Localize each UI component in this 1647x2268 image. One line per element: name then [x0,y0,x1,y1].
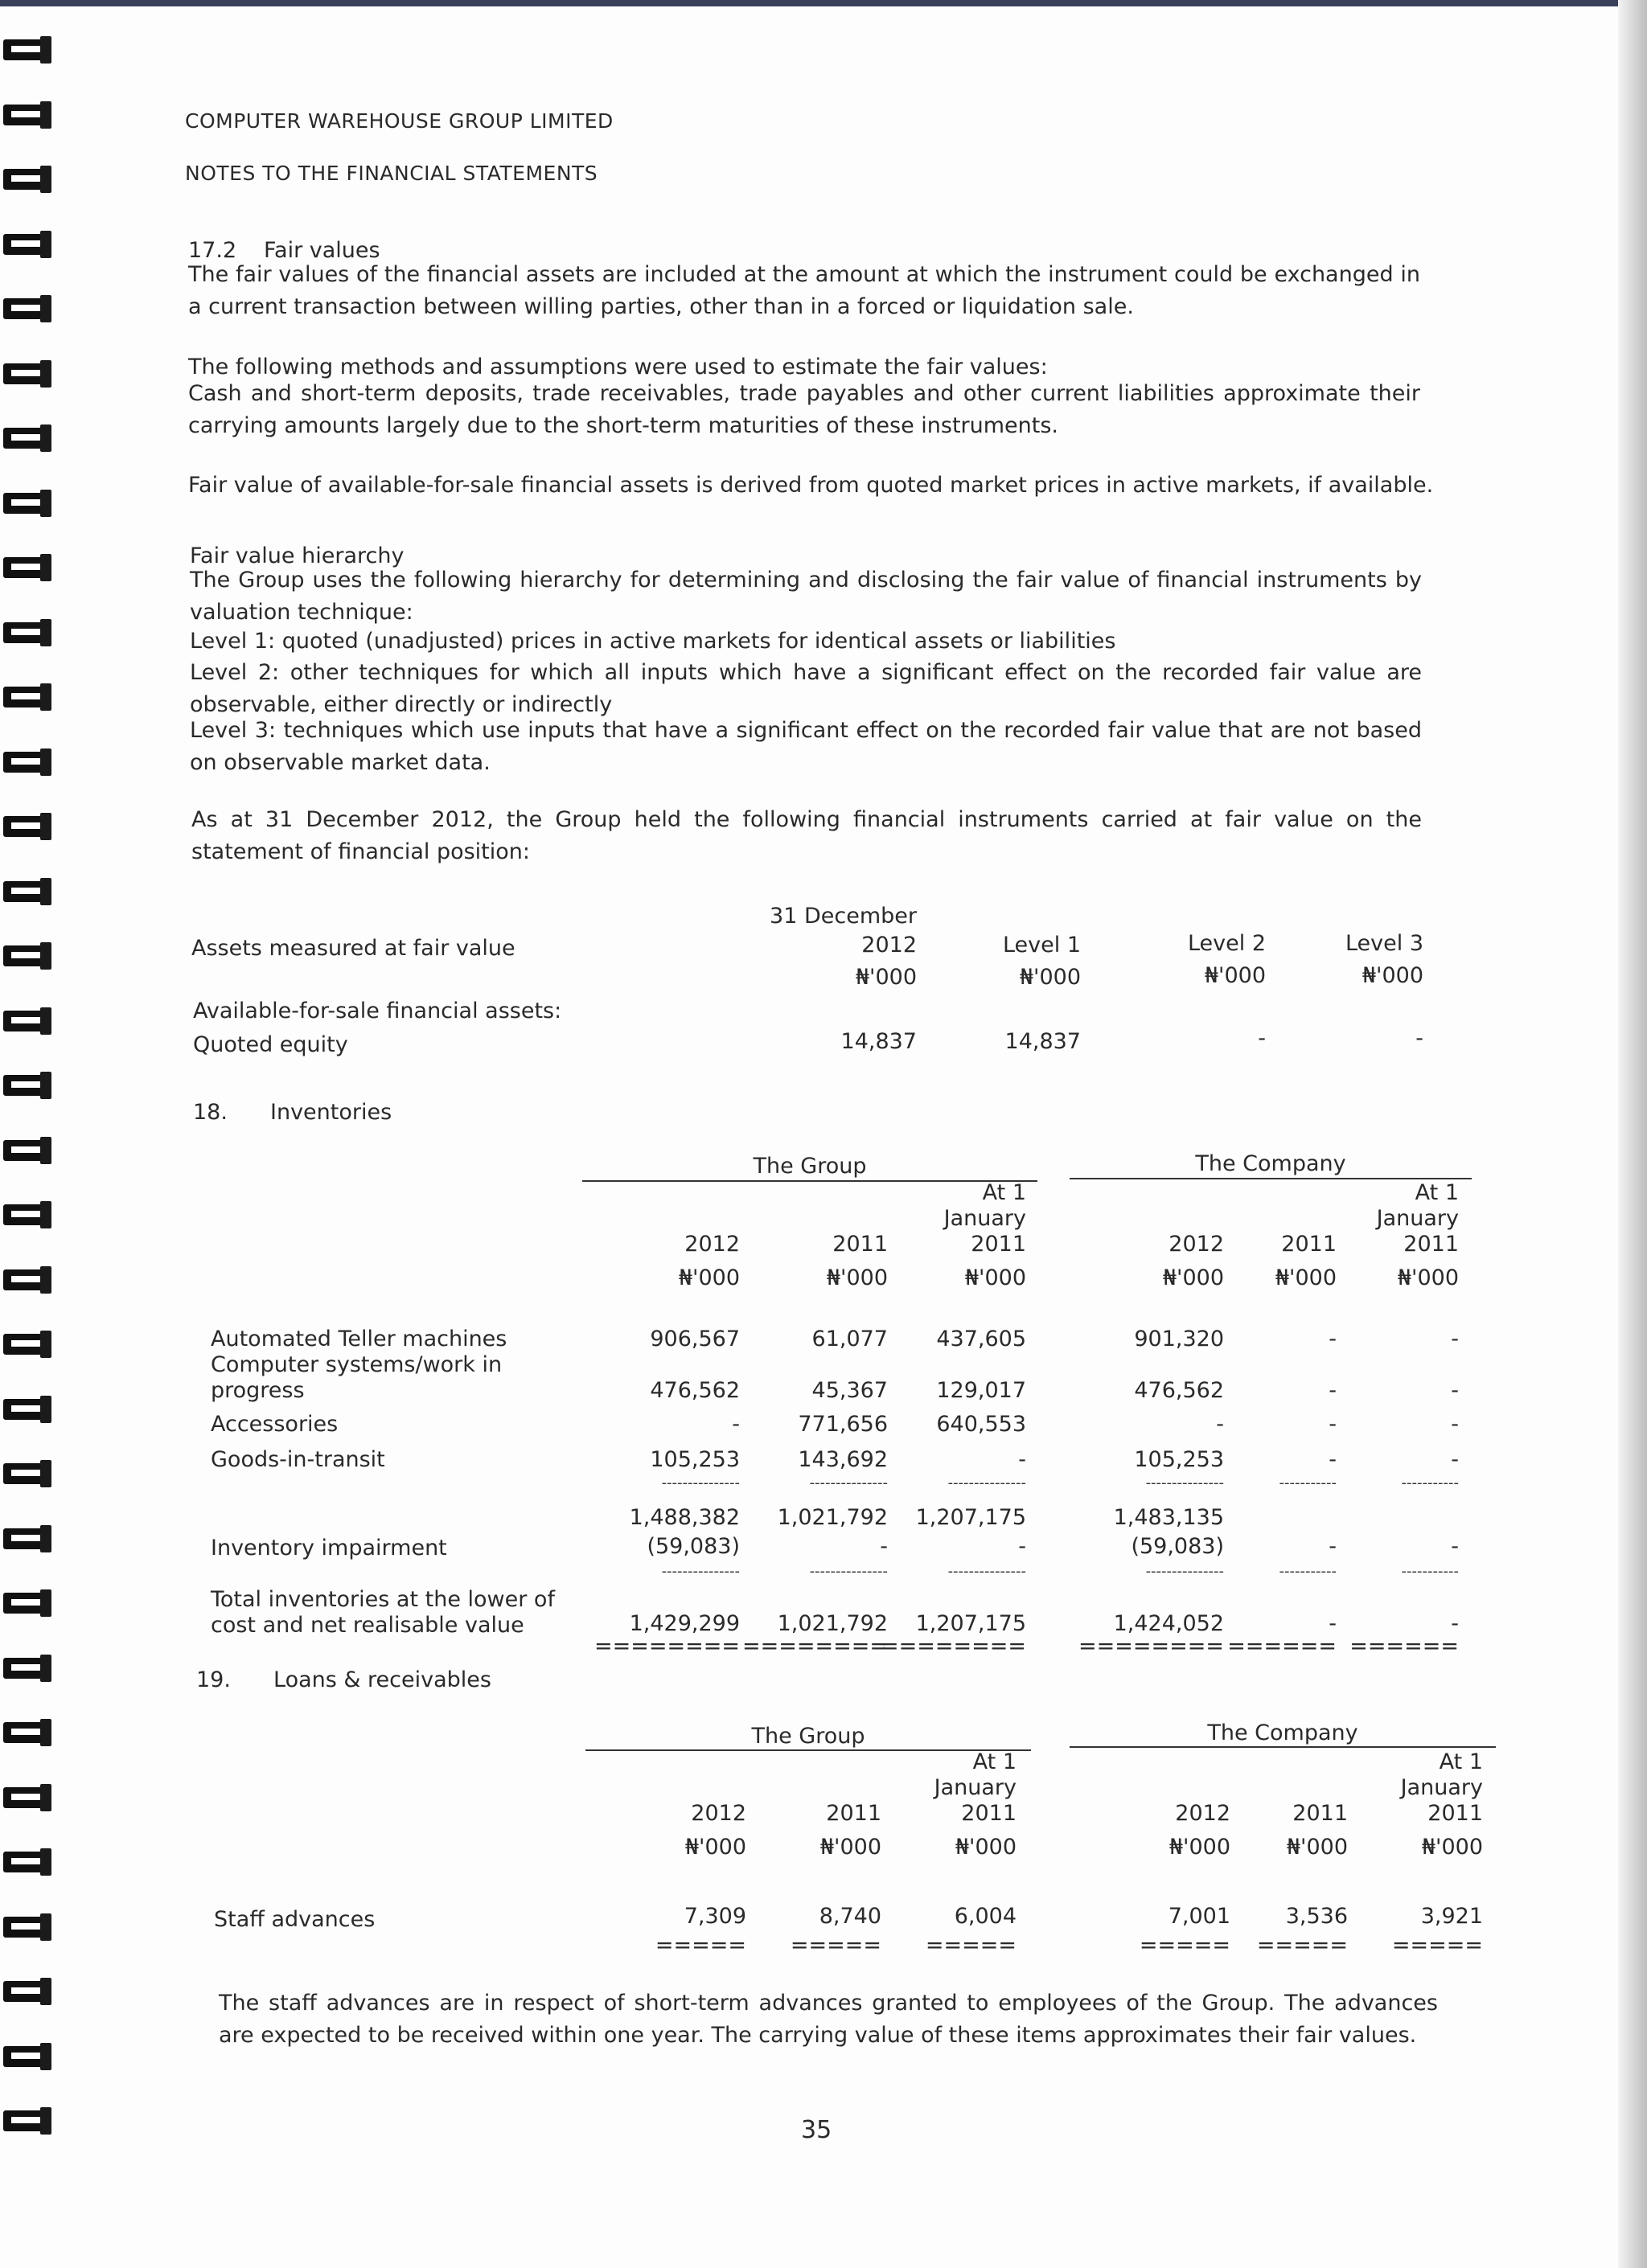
binding-ring [3,1201,51,1228]
inv-separator-dashes: --------------- [947,1474,1026,1491]
section-title-loans: Loans & receivables [273,1667,491,1692]
hierarchy-paragraph: The Group uses the following hierarchy for determining and disclosing the fair value of financial instruments by valuation technique: [190,568,1422,625]
binding-ring [3,748,51,776]
scan-top-edge [0,0,1647,6]
binding-ring [3,166,51,193]
loan-col-header-year: 2012 [1175,1801,1230,1826]
loan-double-rule: ===== [790,1933,881,1958]
binding-ring [3,1913,51,1941]
binding-ring [3,36,51,64]
inv-impairment-value: - [880,1534,888,1559]
inv-double-rule: ======== [881,1634,1026,1659]
inv-col-unit: ₦'000 [1162,1265,1224,1290]
loan-col-header-line1: At 1 [972,1749,1017,1774]
inv-separator-dashes: --------------- [809,1474,888,1491]
inv-separator-dashes: ----------- [1401,1474,1459,1491]
fv-category: Available-for-sale financial assets: [193,999,562,1023]
inv-row-value: 45,367 [811,1378,888,1403]
binding-ring [3,683,51,711]
inv-separator-dashes: --------------- [661,1474,740,1491]
inv-row-value: 901,320 [1134,1327,1224,1351]
inv-row-value: - [1451,1412,1459,1437]
inv-row-value: 61,077 [811,1327,888,1351]
inv-row-value: - [732,1412,740,1437]
inv-separator-dashes: --------------- [947,1563,1026,1580]
inv-impairment-label: Inventory impairment [211,1536,447,1561]
inv-col-header-year: 2011 [1403,1232,1459,1257]
loan-col-unit: ₦'000 [1169,1835,1230,1860]
inv-separator-dashes: --------------- [809,1563,888,1580]
binding-ring [3,295,51,322]
inv-impairment-value: - [1329,1534,1337,1559]
inv-col-header-year: 2011 [1281,1232,1337,1257]
fv-value-total: 14,837 [840,1029,917,1054]
company-name: COMPUTER WAREHOUSE GROUP LIMITED [185,109,614,133]
binding-ring [3,1137,51,1164]
loan-row-value: 7,309 [684,1904,746,1929]
binding-ring [3,490,51,517]
fair-value-hierarchy-title: Fair value hierarchy [190,543,405,568]
inv-row-value: 771,656 [798,1412,888,1437]
fv-col2-header: Level 1 [1002,933,1081,958]
inv-impairment-value: - [1451,1534,1459,1559]
loan-row-value: 8,740 [819,1904,881,1929]
inv-col-unit: ₦'000 [1397,1265,1459,1290]
inv-total-value: 1,207,175 [915,1611,1026,1636]
inv-separator-dashes: --------------- [1145,1563,1224,1580]
loan-group-label: The Group [751,1724,865,1749]
loan-col-header-year: 2012 [691,1801,746,1826]
inv-row-value: 906,567 [650,1327,740,1351]
fv-value-level1: 14,837 [1004,1029,1081,1054]
loan-company-rule [1070,1746,1496,1748]
section-number-18: 18. [193,1100,228,1125]
inv-col-unit: ₦'000 [826,1265,888,1290]
fv-row-header: Assets measured at fair value [191,936,515,961]
inv-double-rule: ======== [1078,1634,1224,1659]
inv-row-value: - [1451,1447,1459,1472]
document-subtitle: NOTES TO THE FINANCIAL STATEMENTS [185,162,598,185]
binding-ring [3,231,51,258]
binding-ring [3,2107,51,2135]
fair-values-paragraph-1: The fair values of the financial assets are included at the amount at which the instrument could be exchanged in a current transaction between willing parties, other than in a forced or liquidation sale. [188,262,1420,319]
inv-row-value: 105,253 [650,1447,740,1472]
inv-separator-dashes: --------------- [661,1563,740,1580]
inv-group-label: The Group [753,1154,867,1179]
binding-ring [3,942,51,970]
inv-double-rule: ======== [594,1634,740,1659]
loan-col-header-line2: January [934,1775,1017,1800]
fair-values-paragraph-2b: Cash and short-term deposits, trade receivables, trade payables and other current liabilities approximate their carrying amounts largely due to the short-term maturities of these instruments. [188,381,1420,438]
binding-ring [3,2043,51,2070]
fair-values-paragraph-3: Fair value of available-for-sale financial assets is derived from quoted market prices in active markets, if available. [188,473,1434,498]
binding-ring [3,878,51,905]
inv-col-header-line1: At 1 [982,1180,1026,1205]
binding-ring [3,1848,51,1876]
inv-total-value: - [1451,1611,1459,1636]
inv-col-header-year: 2012 [684,1232,740,1257]
inv-impairment-value: (59,083) [1131,1534,1224,1559]
inv-double-rule: ====== [1227,1634,1337,1659]
inv-double-rule: ====== [1349,1634,1459,1659]
binding-ring [3,360,51,388]
inv-row-value: 476,562 [650,1378,740,1403]
inv-row-value: 105,253 [1134,1447,1224,1472]
loan-col-header-year: 2011 [1292,1801,1348,1826]
fv-col1-line2: 2012 [861,933,917,958]
inv-col-unit: ₦'000 [678,1265,740,1290]
inv-row-value: - [1451,1378,1459,1403]
binding-ring [3,424,51,452]
fv-value-level3: - [1415,1026,1423,1051]
inv-row-value: - [1329,1327,1337,1351]
loans-note: The staff advances are in respect of short-term advances granted to employees of the Group. The advances are expected to be received within one year. The carrying value of these items approximates their fair values. [219,1991,1438,2048]
inv-row-label: Goods-in-transit [211,1447,385,1472]
inv-subtotal-value: 1,488,382 [629,1505,740,1530]
inv-row-value: 476,562 [1134,1378,1224,1403]
fv-row-label: Quoted equity [193,1032,348,1057]
loan-double-rule: ===== [1391,1933,1483,1958]
inv-row-value: - [1329,1378,1337,1403]
loan-row-value: 7,001 [1168,1904,1230,1929]
loan-col-header-line1: At 1 [1439,1749,1483,1774]
loan-col-header-line2: January [1400,1775,1483,1800]
binding-ring [3,1266,51,1294]
loan-col-header-year: 2011 [961,1801,1017,1826]
binding-ring [3,1655,51,1682]
fv-col1-line1: 31 December [770,904,917,929]
fv-col3-header: Level 2 [1187,931,1266,956]
loan-col-unit: ₦'000 [955,1835,1017,1860]
fv-unit-2: ₦'000 [1019,965,1081,990]
inv-company-rule [1070,1178,1472,1179]
loan-col-unit: ₦'000 [819,1835,881,1860]
inv-row-label: Automated Teller machines [211,1327,507,1351]
page-right-edge [1618,0,1647,2268]
inv-row-value: 143,692 [798,1447,888,1472]
binding-ring [3,1396,51,1423]
inv-row-value: 640,553 [936,1412,1026,1437]
inv-row-value: 437,605 [936,1327,1026,1351]
inv-impairment-value: (59,083) [647,1534,740,1559]
loan-row-value: 6,004 [954,1904,1017,1929]
inv-row-value: - [1216,1412,1224,1437]
inv-row-value: 129,017 [936,1378,1026,1403]
inv-col-header-line2: January [1376,1206,1459,1231]
hierarchy-level-2: Level 2: other techniques for which all inputs which have a significant effect on the recorded fair value are observable, either directly or indirectly [190,660,1422,717]
inv-total-value: 1,429,299 [629,1611,740,1636]
inv-col-unit: ₦'000 [1275,1265,1337,1290]
fair-values-paragraph-2a: The following methods and assumptions were used to estimate the fair values: [188,355,1048,379]
inv-total-value: - [1329,1611,1337,1636]
loan-company-label: The Company [1207,1720,1358,1745]
inv-row-value: - [1451,1327,1459,1351]
inv-row-label: Accessories [211,1412,339,1437]
loan-double-rule: ===== [925,1933,1017,1958]
binding-ring [3,1525,51,1552]
inv-separator-dashes: --------------- [1145,1474,1224,1491]
fair-values-paragraph-4: As at 31 December 2012, the Group held the following financial instruments carried at fair value on the statement of financial position: [191,807,1422,864]
inv-separator-dashes: ----------- [1401,1563,1459,1580]
inv-row-label-cont: progress [211,1378,305,1403]
inv-subtotal-value: 1,483,135 [1113,1505,1224,1530]
binding-ring [3,619,51,646]
inv-row-label: Computer systems/work in [211,1352,503,1377]
binding-ring [3,1978,51,2005]
binding-ring [3,1784,51,1811]
inv-double-rule: ======== [742,1634,888,1659]
inv-total-value: 1,021,792 [777,1611,888,1636]
binding-ring [3,1589,51,1617]
loan-col-header-year: 2011 [826,1801,881,1826]
inv-subtotal-value: 1,021,792 [777,1505,888,1530]
fv-unit-1: ₦'000 [855,965,917,990]
binding-ring [3,101,51,129]
inv-col-header-year: 2011 [832,1232,888,1257]
inv-col-header-line2: January [943,1206,1026,1231]
section-title-inventories: Inventories [270,1100,392,1125]
hierarchy-level-3: Level 3: techniques which use inputs that have a significant effect on the recorded fair value that are not based on observable market data. [190,718,1422,775]
binding-ring [3,1460,51,1487]
section-number-17-2: 17.2 [188,238,237,263]
loan-row-value: 3,536 [1285,1904,1348,1929]
inv-col-header-year: 2012 [1169,1232,1224,1257]
inv-company-label: The Company [1195,1151,1346,1176]
loan-col-unit: ₦'000 [684,1835,746,1860]
loan-col-unit: ₦'000 [1421,1835,1483,1860]
inv-total-label: Total inventories at the lower of [211,1587,555,1612]
inv-col-header-year: 2011 [971,1232,1026,1257]
loan-double-rule: ===== [655,1933,746,1958]
spiral-binding [0,0,64,2268]
section-number-19: 19. [196,1667,231,1692]
binding-ring [3,554,51,581]
fv-unit-4: ₦'000 [1362,963,1423,988]
loan-col-header-year: 2011 [1427,1801,1483,1826]
inv-separator-dashes: ----------- [1279,1474,1337,1491]
loan-col-unit: ₦'000 [1286,1835,1348,1860]
fv-value-level2: - [1258,1026,1266,1051]
inv-col-header-line1: At 1 [1415,1180,1459,1205]
section-title-fair-values: Fair values [264,238,380,263]
inv-separator-dashes: ----------- [1279,1563,1337,1580]
binding-ring [3,1331,51,1358]
binding-ring [3,1719,51,1746]
page-number: 35 [801,2116,832,2144]
loan-double-rule: ===== [1256,1933,1348,1958]
loan-row-value: 3,921 [1420,1904,1483,1929]
binding-ring [3,1007,51,1035]
inv-row-value: - [1329,1412,1337,1437]
fv-unit-3: ₦'000 [1204,963,1266,988]
binding-ring [3,1072,51,1099]
binding-ring [3,813,51,840]
inv-impairment-value: - [1018,1534,1026,1559]
inv-subtotal-value: 1,207,175 [915,1505,1026,1530]
fv-col4-header: Level 3 [1345,931,1423,956]
inv-col-unit: ₦'000 [964,1265,1026,1290]
hierarchy-level-1: Level 1: quoted (unadjusted) prices in active markets for identical assets or liabilities [190,629,1116,654]
loan-double-rule: ===== [1139,1933,1230,1958]
inv-total-value: 1,424,052 [1113,1611,1224,1636]
inv-row-value: - [1329,1447,1337,1472]
inv-total-label-cont: cost and net realisable value [211,1613,524,1638]
loan-row-label: Staff advances [214,1907,376,1932]
inv-row-value: - [1018,1447,1026,1472]
